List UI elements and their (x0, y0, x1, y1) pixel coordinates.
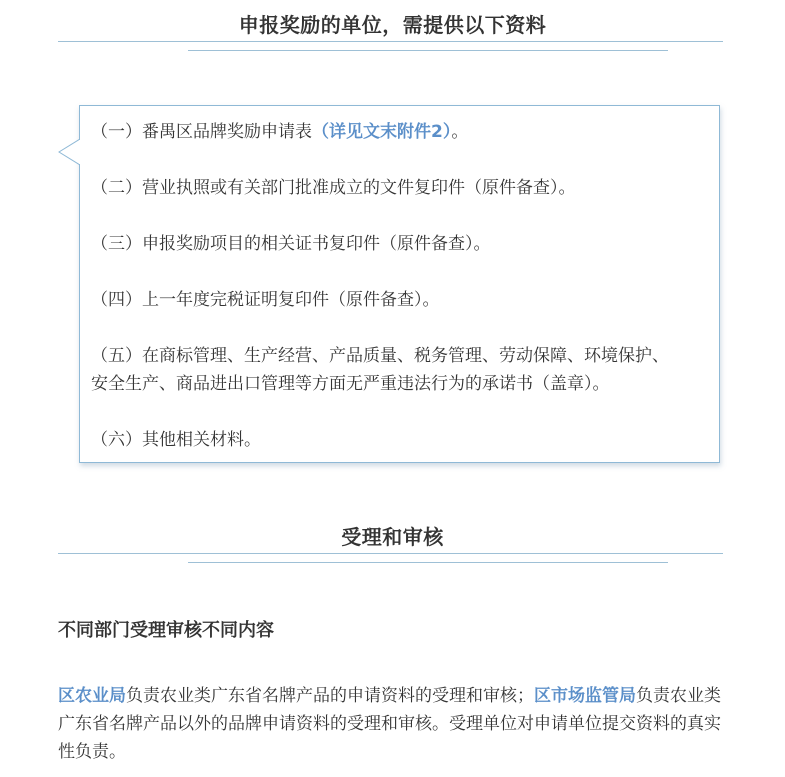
appendix-2-link[interactable]: （详见文末附件2） (312, 122, 452, 142)
list-item-text: （一）番禺区品牌奖励申请表 (91, 122, 312, 142)
paragraph-text: 负责农业类广东省名牌产品的申请资料的受理和审核； (126, 686, 534, 706)
title-divider-top (58, 41, 723, 42)
title-divider-top (58, 553, 723, 554)
materials-callout-box (79, 105, 720, 463)
list-item: （二）营业执照或有关部门批准成立的文件复印件（原件备查）。 (91, 178, 576, 198)
list-item (91, 342, 716, 398)
list-item: （三）申报奖励项目的相关证书复印件（原件备查）。 (91, 234, 491, 254)
subsection-heading: 不同部门受理审核不同内容 (58, 620, 274, 641)
callout-pointer-icon (58, 139, 80, 165)
section-title-required-materials: 申报奖励的单位，需提供以下资料 (238, 13, 547, 37)
agriculture-bureau-name: 区农业局 (58, 686, 126, 706)
list-item-suffix: 。 (451, 122, 469, 142)
title-divider-bottom (188, 562, 668, 563)
market-supervision-bureau-name: 区市场监管局 (534, 686, 636, 706)
review-paragraph (58, 682, 723, 766)
list-item: （四）上一年度完税证明复印件（原件备查）。 (91, 290, 440, 310)
list-item-line: （五）在商标管理、生产经营、产品质量、税务管理、劳动保障、环境保护、 (91, 346, 669, 366)
title-divider-bottom (188, 50, 668, 51)
section-title-acceptance-review: 受理和审核 (341, 525, 444, 549)
list-item: （六）其他相关材料。 (91, 430, 261, 450)
paragraph-text: 负责农业类广东省名牌产品以外的品牌申请资料的受理和审核。受理单位对申请单位提交资料的真实性负责。 (58, 686, 721, 762)
list-item-line: 安全生产、商品进出口管理等方面无严重违法行为的承诺书（盖章）。 (91, 374, 610, 394)
list-item (91, 118, 716, 146)
